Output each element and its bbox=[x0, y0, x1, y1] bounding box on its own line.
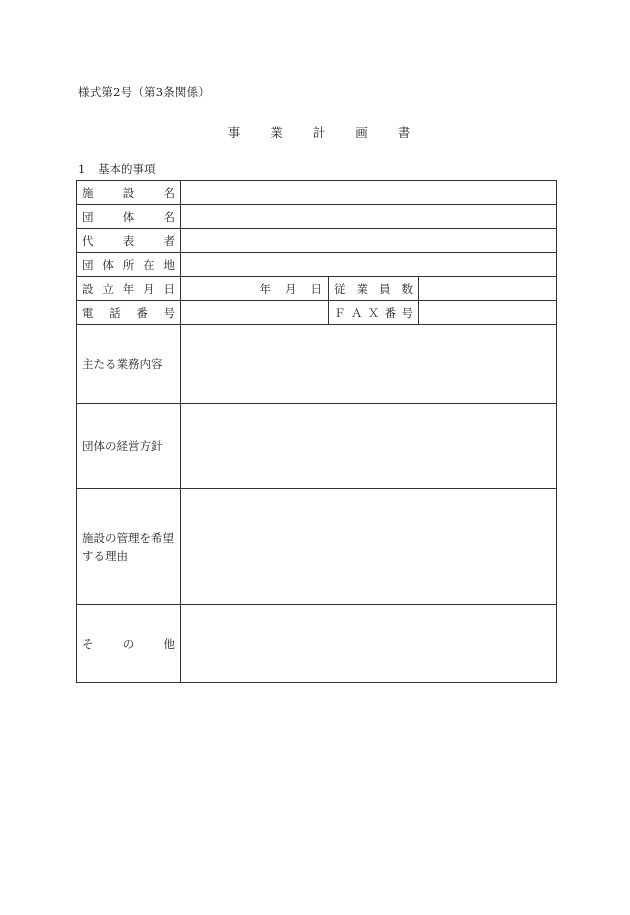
label-address: 団体所在地 bbox=[77, 253, 181, 277]
label-reason: 施設の管理を希望する理由 bbox=[77, 489, 181, 605]
title-char: 計 bbox=[312, 125, 326, 140]
field-reason[interactable] bbox=[181, 489, 557, 605]
section-title: 基本的事項 bbox=[98, 162, 156, 176]
label-policy: 団体の経営方針 bbox=[77, 404, 181, 489]
field-fax[interactable] bbox=[419, 301, 557, 325]
field-policy[interactable] bbox=[181, 404, 557, 489]
row-business bbox=[77, 325, 557, 404]
date-day-unit: 日 bbox=[310, 281, 322, 296]
label-group-name: 団 体 名 bbox=[77, 205, 181, 229]
section-number: 1 bbox=[78, 162, 86, 176]
row-policy bbox=[77, 404, 557, 489]
field-address[interactable] bbox=[181, 253, 557, 277]
label-business: 主たる業務内容 bbox=[77, 325, 181, 404]
form-table bbox=[76, 180, 557, 683]
document-title bbox=[0, 123, 630, 141]
label-other: そ の 他 bbox=[77, 605, 181, 683]
section-heading bbox=[78, 161, 156, 177]
field-employees[interactable] bbox=[419, 277, 557, 301]
title-char: 書 bbox=[397, 125, 411, 140]
row-other bbox=[77, 605, 557, 683]
label-phone: 電話番号 bbox=[77, 301, 181, 325]
title-char: 業 bbox=[270, 125, 283, 140]
field-representative[interactable] bbox=[181, 229, 557, 253]
date-month-unit: 月 bbox=[285, 281, 297, 296]
row-phone bbox=[77, 301, 557, 325]
field-other[interactable] bbox=[181, 605, 557, 683]
title-char: 画 bbox=[355, 125, 368, 140]
field-business[interactable] bbox=[181, 325, 557, 404]
row-representative bbox=[77, 229, 557, 253]
label-employees: 従業員数 bbox=[329, 277, 419, 301]
row-address bbox=[77, 253, 557, 277]
row-facility-name bbox=[77, 181, 557, 205]
title-char: 事 bbox=[227, 125, 241, 140]
row-reason bbox=[77, 489, 557, 605]
label-established: 設立年月日 bbox=[77, 277, 181, 301]
row-group-name bbox=[77, 205, 557, 229]
row-established bbox=[77, 277, 557, 301]
date-year-unit: 年 bbox=[259, 281, 271, 296]
label-representative: 代 表 者 bbox=[77, 229, 181, 253]
field-established-date[interactable] bbox=[181, 277, 329, 301]
form-number: 様式第2号（第3条関係） bbox=[78, 85, 211, 99]
field-group-name[interactable] bbox=[181, 205, 557, 229]
field-facility-name[interactable] bbox=[181, 181, 557, 205]
label-fax: ＦＡＸ番号 bbox=[329, 301, 419, 325]
label-facility-name: 施 設 名 bbox=[77, 181, 181, 205]
field-phone[interactable] bbox=[181, 301, 329, 325]
